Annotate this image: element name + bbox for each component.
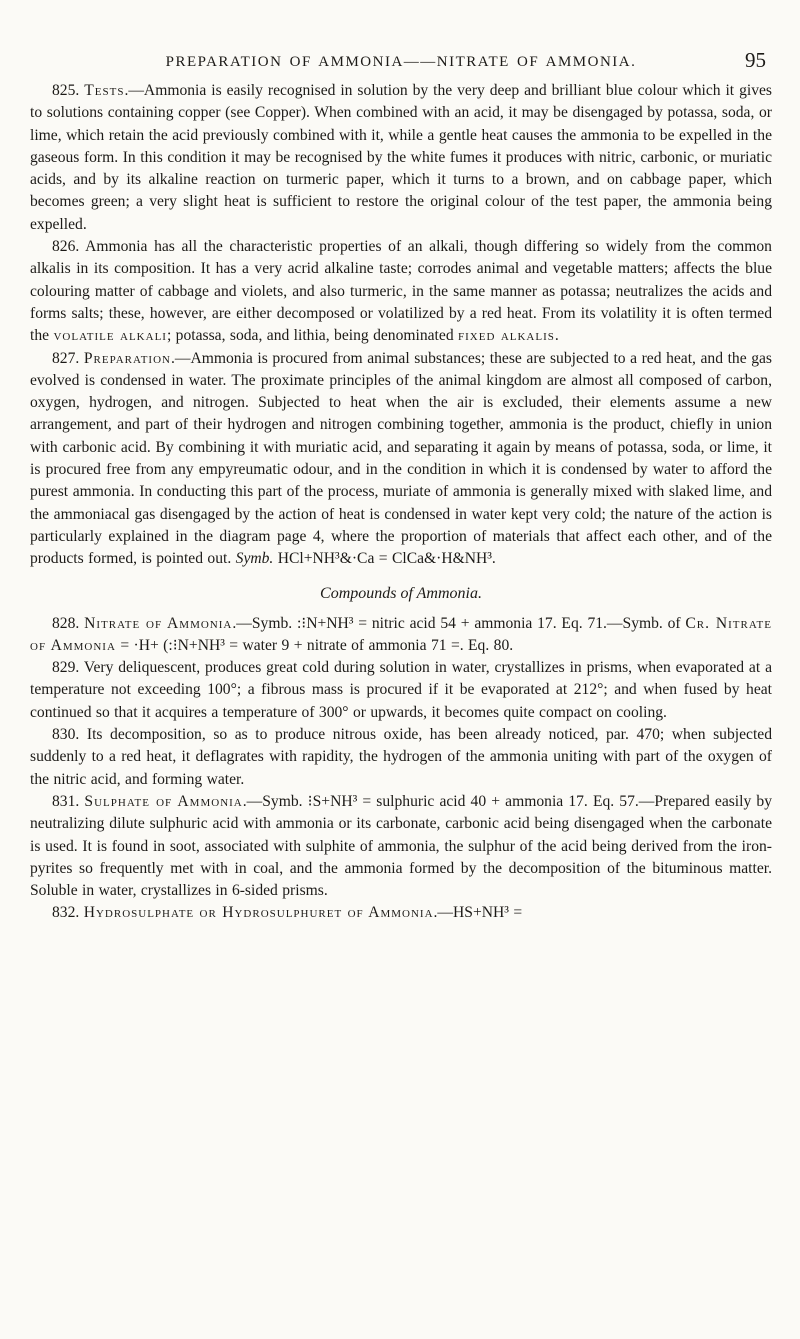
paragraph-heading: Hydrosulphate or Hydrosulphuret of Ammonia [83,904,434,922]
paragraph-heading: Tests [84,82,125,99]
paragraph-text: . [554,327,559,345]
paragraph-829 [30,657,772,724]
paragraph-text: .—Symb. :⁝N+NH³ = nitric acid 54 + ammonia 17. Eq. 71.—Symb. of [232,614,681,632]
symbol-label: Symb. [235,550,274,568]
paragraph-heading: Nitrate of Ammonia [84,614,233,632]
paragraph-text: .—Ammonia is procured from animal substances; these are subjected to a red heat, and the gas evolved is condensed in water. The proximate principles of the animal kingdom are almost all composed of carbon, oxygen, hydrogen, and nitrogen. Subjected to heat when the air is excluded, their elements assume a new arrangement, and part of their hydrogen and nitrogen combining together, ammonia is the product, chiefly in union with carbonic acid. By combining it with muriatic acid, and separating it again by means of potassa, soda, or lime, it is procured free from any empyreumatic odour, and in the condition in which it is condensed by water to afford the purest ammonia. In conducting this part of the process, muriate of ammonia is generally mixed with slaked lime, and the ammoniacal gas disengaged by the action of heat is condensed in water kept very cold; the nature of the action is particularly explained in the diagram page 4, where the proportion of materials that affect each other, and of the products formed, is pointed out. [30,349,772,568]
paragraph-number: 825. [52,82,80,99]
running-head: PREPARATION OF AMMONIA——NITRATE OF AMMONIA. [165,54,637,70]
paragraph-text: Very deliquescent, produces great cold during solution in water, crystallizes in prisms, when evaporated at a temperature not exceeding 100°; a fibrous mass is procured if it be evaporated at 212°; and when fused by heat continued so that it acquires a temperature of 300° or upwards, it becomes quite compact on cooling. [30,659,772,721]
paragraph-827 [30,348,772,571]
paragraph-number: 832. [52,904,80,922]
term-fixed-alkalis: fixed alkalis [458,327,555,345]
paragraph-830 [30,724,772,791]
paragraph-number: 830. [52,726,80,744]
paragraph-heading: Sulphate of Ammonia [84,792,243,810]
paragraph-text: .—HS+NH³ = [433,904,523,922]
paragraph-number: 828. [52,614,80,632]
paragraph-text: = ·H+ (:⁝N+NH³ = water 9 + nitrate of ammonia 71 =. Eq. 80. [120,636,514,654]
paragraph-subheading: Cr. Nitrate of Ammonia [30,614,772,654]
paragraph-text: .—Ammonia is easily recognised in solution by the very deep and brilliant blue colour which it gives to solutions containing copper (see Copper). When combined with an acid, it may be disengaged by potassa, soda, or lime, which retain the acid previously combined with it, while a gentle heat causes the ammonia to be expelled in the gaseous form. In this condition it may be recognised by the white fumes it produces with nitric, carbonic, or muriatic acids, and by its alkaline reaction on turmeric paper, which it turns to a brown, and on cabbage paper, which becomes green; a very slight heat is sufficient to restore the original colour of the test paper, the ammonia being expelled. [30,82,772,233]
paragraph-832 [30,902,772,924]
paragraph-828 [30,613,772,658]
paragraph-number: 826. [52,238,80,256]
page-body [30,80,772,925]
paragraph-text: Its decomposition, so as to produce nitrous oxide, has been already noticed, par. 470; when subjected suddenly to a red heat, it deflagrates with rapidity, the hydrogen of the ammonia uniting with part of the oxygen of the nitric acid, and forming water. [30,726,773,788]
paragraph-heading: Preparation [83,349,171,367]
paragraph-826 [30,236,772,347]
chemical-formula: HCl+NH³&·Ca = ClCa&·H&NH³. [277,550,496,568]
page-header [30,34,772,74]
paragraph-number: 827. [52,349,80,367]
term-volatile-alkali: volatile alkali [53,327,167,345]
paragraph-831 [30,791,772,902]
paragraph-number: 831. [52,792,80,810]
page-number: 95 [745,48,766,72]
section-title: Compounds of Ammonia. [320,584,482,602]
paragraph-825 [30,80,772,236]
paragraph-number: 829. [52,659,80,677]
paragraph-text: Ammonia has all the characteristic properties of an alkali, though differing so widely from the common alkalis in its composition. It has a very acrid alkaline taste; corrodes animal and vegetable matters; affects the blue colouring matter of cabbage and violets, and also turmeric, in the same manner as potassa; neutralizes the acids and forms salts; these, however, are either decomposed or volatilized by a red heat. From its volatility it is often termed the [30,238,772,345]
paragraph-text: ; potassa, soda, and lithia, being denominated [166,327,454,345]
paragraph-text: .—Symb. ⁝S+NH³ = sulphuric acid 40 + ammonia 17. Eq. 57.—Prepared easily by neutralizing dilute sulphuric acid with ammonia or its carbonate, carbonic acid being disengaged when the carbonate is used. It is found in soot, associated with sulphite of ammonia, the sulphur of the acid being derived from the iron-pyrites so frequently met with in coal, and the ammonia formed by the decomposition of the bituminous matter. Soluble in water, crystallizes in 6-sided prisms. [30,792,772,900]
